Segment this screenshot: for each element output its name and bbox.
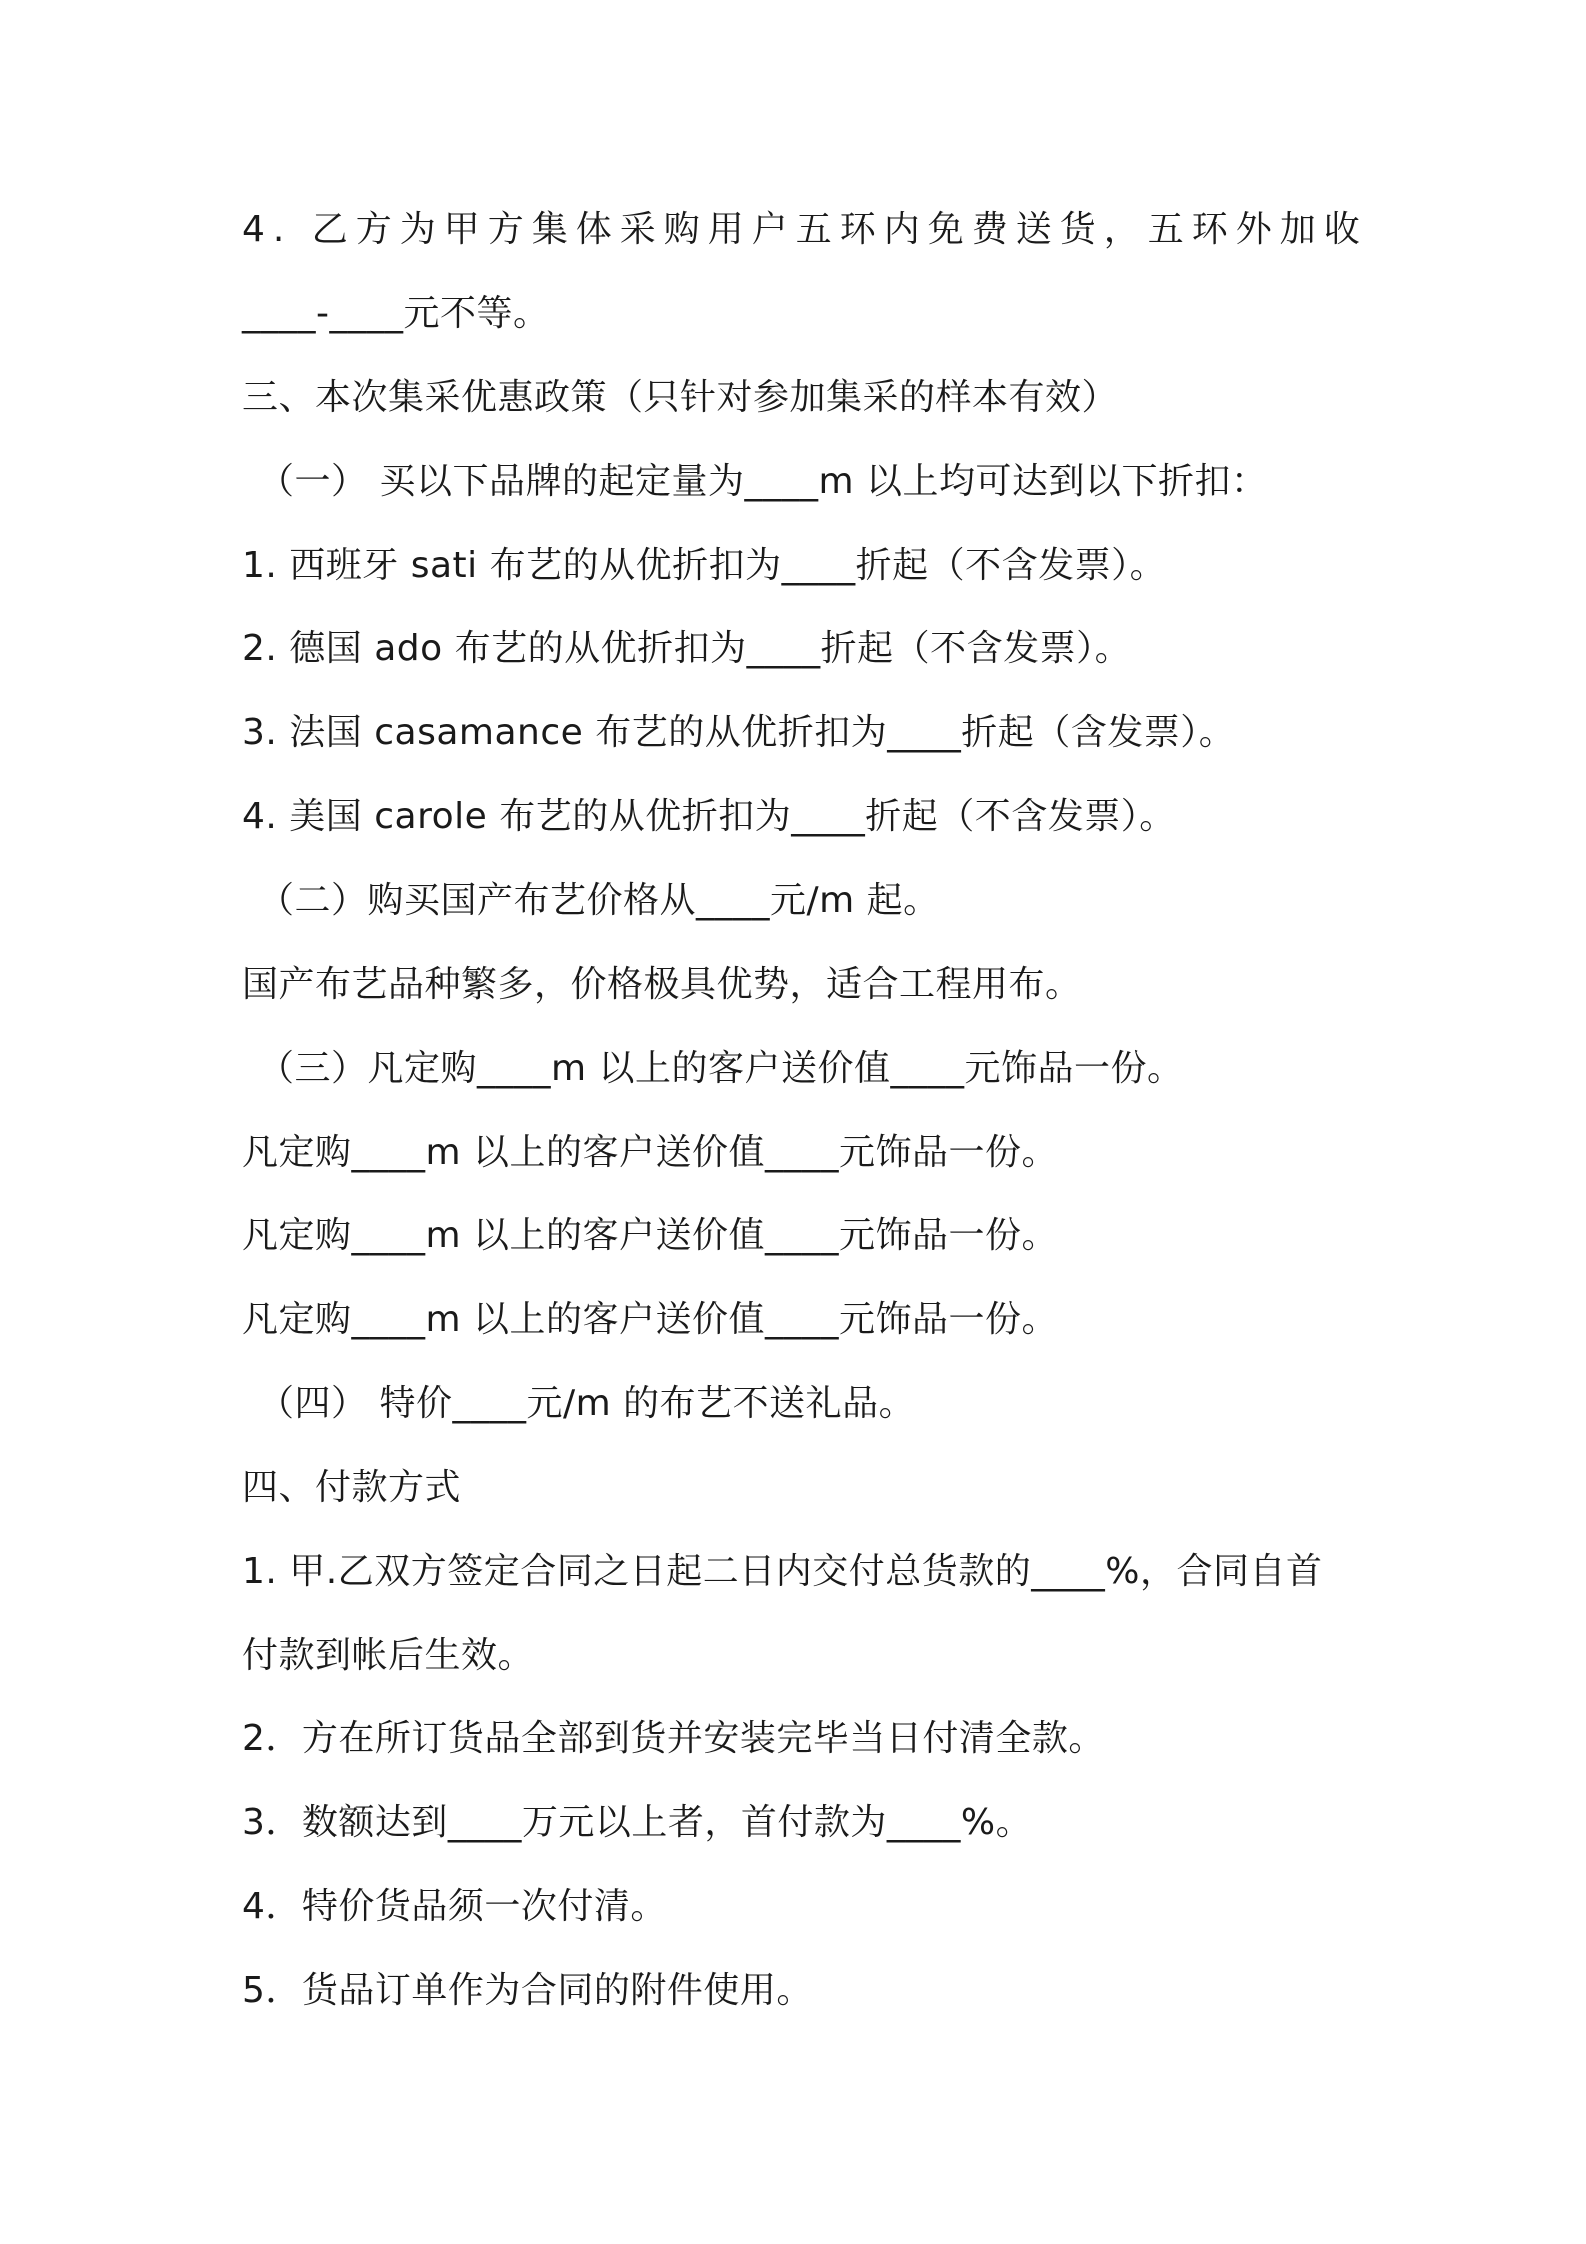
section-heading-payment: 四、付款方式 [242, 1467, 462, 1508]
domestic-fabric-note: 国产布艺品种繁多，价格极具优势，适合工程用布。 [242, 964, 1082, 1005]
payment-clause-1: 1. 甲.乙双方签定合同之日起二日内交付总货款的____%，合同自首 [242, 1551, 1323, 1592]
discount-item-sati: 1. 西班牙 sati 布艺的从优折扣为____折起（不含发票）。 [242, 545, 1167, 586]
subsection-special-price: （四） 特价____元/m 的布艺不送礼品。 [258, 1383, 916, 1424]
payment-clause-1-continued: 付款到帐后生效。 [242, 1635, 535, 1676]
subsection-gift-offer: （三）凡定购____m 以上的客户送价值____元饰品一份。 [258, 1048, 1184, 1089]
gift-offer-line: 凡定购____m 以上的客户送价值____元饰品一份。 [242, 1132, 1059, 1173]
gift-offer-line: 凡定购____m 以上的客户送价值____元饰品一份。 [242, 1299, 1059, 1340]
section-heading-discount-policy: 三、本次集采优惠政策（只针对参加集采的样本有效） [242, 377, 1119, 418]
payment-clause-2: 2．方在所订货品全部到货并安装完毕当日付清全款。 [242, 1718, 1105, 1759]
payment-clause-3: 3．数额达到____万元以上者，首付款为____%。 [242, 1802, 1033, 1843]
discount-item-casamance: 3. 法国 casamance 布艺的从优折扣为____折起（含发票）。 [242, 712, 1236, 753]
clause-delivery-continued: ____-____元不等。 [242, 293, 550, 334]
subsection-brand-minimum: （一） 买以下品牌的起定量为____m 以上均可达到以下折扣： [258, 461, 1268, 502]
subsection-domestic-price: （二）购买国产布艺价格从____元/m 起。 [258, 880, 940, 921]
discount-item-carole: 4. 美国 carole 布艺的从优折扣为____折起（不含发票）。 [242, 796, 1176, 837]
clause-delivery: 4. 乙方为甲方集体采购用户五环内免费送货，五环外加收 [242, 209, 1368, 250]
payment-clause-4: 4．特价货品须一次付清。 [242, 1886, 667, 1927]
payment-clause-5: 5．货品订单作为合同的附件使用。 [242, 1970, 813, 2011]
gift-offer-line: 凡定购____m 以上的客户送价值____元饰品一份。 [242, 1215, 1059, 1256]
discount-item-ado: 2. 德国 ado 布艺的从优折扣为____折起（不含发票）。 [242, 628, 1132, 669]
